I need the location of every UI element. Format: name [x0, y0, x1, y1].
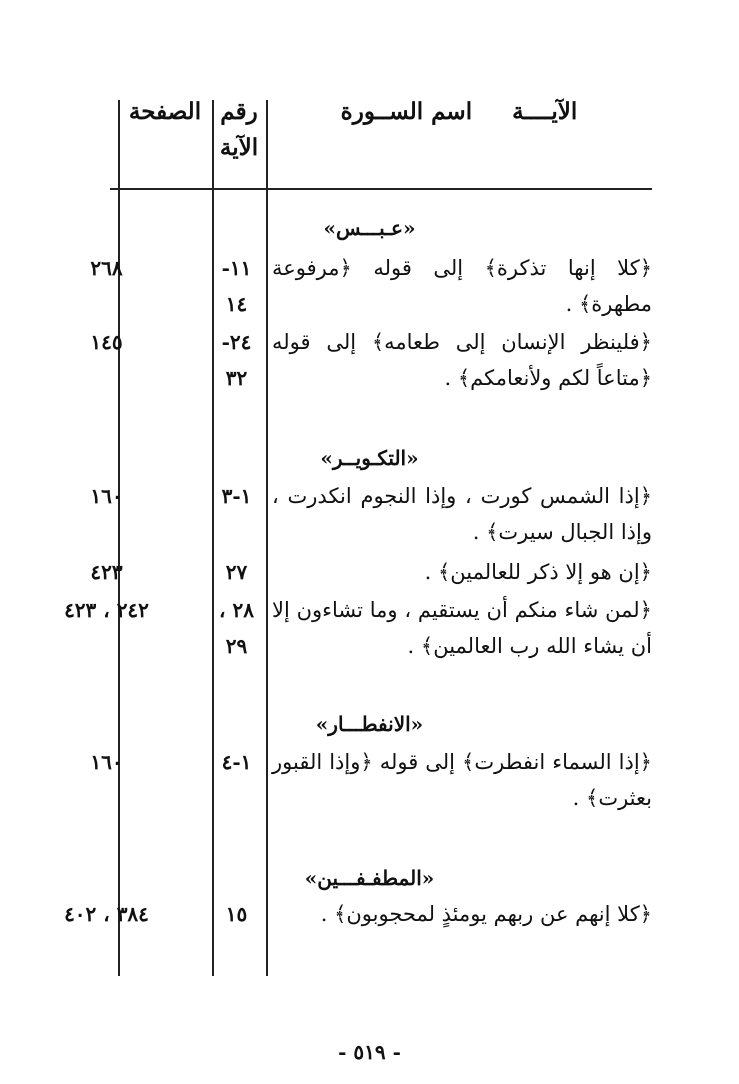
page-reference: ٤٢٣: [90, 560, 123, 584]
page-reference: ١٤٥: [90, 330, 123, 354]
page-number: - ٥١٩ -: [338, 1040, 401, 1064]
page-reference: ١٦٠: [90, 484, 123, 508]
verse-text: ﴿كلا إنها تذكرة﴾ إلى قوله ﴿مرفوعة مطهرة﴾ .: [272, 256, 652, 316]
verse-text: ﴿فلينظر الإنسان إلى طعامه﴾ إلى قوله ﴿متاعاً لكم ولأنعامكم﴾ .: [272, 330, 652, 390]
surah-title: «عـبـــس»: [323, 216, 416, 240]
surah-title: «الانفطـــار»: [315, 712, 424, 736]
header-ayah-column: رقم الآية: [219, 98, 259, 161]
page-reference: ٢٤٢ ، ٤٢٣: [64, 598, 149, 622]
verse-text: ﴿إذا السماء انفطرت﴾ إلى قوله ﴿وإذا القبور بعثرت﴾ .: [272, 750, 652, 810]
page-reference: ٣٨٤ ، ٤٠٢: [64, 902, 149, 926]
page-reference: ٢٦٨: [90, 256, 123, 280]
ayah-number: ٢٤- ٣٢: [221, 330, 252, 390]
header-page-column: الصفحة: [128, 98, 202, 125]
ayah-number: ١-٣: [221, 484, 252, 508]
surah-title: «المطفـفـــين»: [304, 866, 435, 890]
ayah-number: ١٥: [225, 902, 248, 926]
header-surah-column: الآيــــة اسم الســورة: [340, 98, 578, 125]
page-reference: ١٦٠: [90, 750, 123, 774]
ayah-number: ١-٤: [221, 750, 252, 774]
surah-title: «التكـويــر»: [320, 446, 419, 470]
verse-text: ﴿إذا الشمس كورت ، وإذا النجوم انكدرت ، وإذا الجبال سيرت﴾ .: [272, 484, 652, 544]
verse-text: ﴿كلا إنهم عن ربهم يومئذٍ لمحجوبون﴾ .: [320, 902, 652, 926]
ayah-number: ٢٧: [225, 560, 248, 584]
verse-text: ﴿لمن شاء منكم أن يستقيم ، وما تشاءون إلا أن يشاء الله رب العالمين﴾ .: [272, 598, 652, 658]
verse-text: ﴿إن هو إلا ذكر للعالمين﴾ .: [424, 560, 652, 584]
ayah-number: ٢٨ ، ٢٩: [219, 598, 254, 658]
header-divider: [110, 188, 652, 190]
ayah-number: ١١- ١٤: [221, 256, 252, 316]
